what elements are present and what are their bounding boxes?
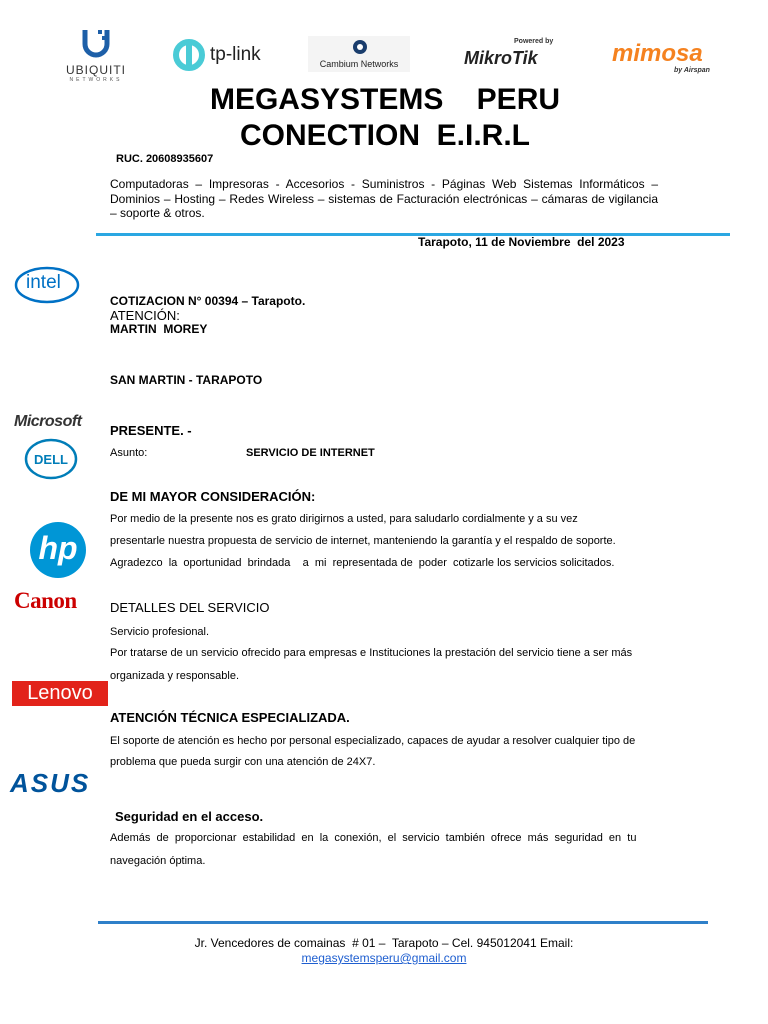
ubiquiti-u-icon [58, 28, 134, 58]
lenovo-wordmark: Lenovo [27, 682, 93, 704]
mikrotik-logo [462, 38, 558, 72]
details-heading: DETALLES DEL SERVICIO [110, 600, 270, 615]
footer-email-wrap [0, 951, 768, 965]
footer-address: Jr. Vencedores de comainas # 01 – Tarapoto – Cel. 945012041 Email: [194, 936, 574, 950]
company-title-line1: MEGASYSTEMS PERU [209, 83, 561, 116]
security-line-1: Además de proporcionar estabilidad en la conexión, el servicio también ofrece más seguridad en tu [110, 832, 637, 844]
tech-line-1: El soporte de atención es hecho por personal especializado, capaces de ayudar a resolver cualquier tipo de [110, 735, 636, 747]
intel-logo [14, 264, 80, 306]
details-line-2: Por tratarse de un servicio ofrecido para empresas e Instituciones la prestación del servicio tiene a ser más [110, 647, 633, 659]
intro-line-2: presentarle nuestra propuesta de servicio de internet, manteniendo la garantía y el respaldo de soporte. [110, 535, 616, 547]
tech-line-2: problema que pueda surgir con una atención de 24X7. [110, 756, 376, 768]
tplink-wordmark: tp-link [210, 44, 261, 65]
ubiquiti-wordmark: UBIQUITI [65, 63, 126, 77]
details-line-1: Servicio profesional. [110, 626, 210, 638]
intro-line-1: Por medio de la presente nos es grato dirigirnos a usted, para saludarlo cordialmente y a su vez [110, 513, 578, 525]
tplink-icon [172, 38, 206, 72]
lenovo-logo [12, 681, 108, 706]
dell-logo [24, 438, 78, 480]
mimosa-logo [612, 40, 722, 78]
document-date: Tarapoto, 11 de Noviembre del 2023 [418, 235, 625, 249]
details-line-3: organizada y responsable. [110, 670, 240, 682]
intel-wordmark: intel [26, 272, 61, 293]
header-divider [96, 233, 730, 236]
mimosa-sub: by Airspan [674, 67, 710, 74]
presente-label: PRESENTE. - [110, 423, 192, 438]
footer-divider [98, 921, 708, 924]
cambium-icon [350, 38, 370, 56]
hp-logo [29, 521, 87, 579]
mikrotik-wordmark: MikroTik [464, 48, 538, 68]
recipient-location: SAN MARTIN - TARAPOTO [110, 373, 263, 387]
cotizacion-number: COTIZACION N° 00394 – Tarapoto. [110, 294, 306, 308]
dell-wordmark: DELL [34, 452, 68, 467]
footer-email-link[interactable]: megasystemsperu@gmail.com [301, 951, 467, 965]
asunto-value: SERVICIO DE INTERNET [246, 447, 375, 459]
asus-logo: ASUS [10, 768, 91, 798]
services-description: Computadoras – Impresoras - Accesorios - Suministros - Páginas Web Sistemas Informáticos – Dominios – Hosting – Redes Wireless – sistemas de Facturación electrónicas – cámaras de vigilancia – soporte & otros. [110, 177, 658, 220]
cambium-logo [308, 36, 410, 72]
hp-wordmark: hp [38, 530, 78, 566]
tech-heading: ATENCIÓN TÉCNICA ESPECIALIZADA. [110, 710, 350, 725]
cambium-wordmark: Cambium Networks [319, 59, 399, 69]
canon-logo: Canon [14, 588, 77, 613]
greeting-heading: DE MI MAYOR CONSIDERACIÓN: [110, 489, 316, 504]
asunto-label: Asunto: [110, 447, 148, 459]
ubiquiti-sub: NETWORKS [69, 77, 123, 83]
recipient-name: MARTIN MOREY [110, 322, 208, 336]
tplink-logo [172, 38, 272, 72]
ubiquiti-logo [58, 28, 134, 83]
company-title-line2: CONECTION E.I.R.L [239, 119, 530, 152]
atencion-label: ATENCIÓN: [110, 308, 180, 323]
microsoft-logo: Microsoft [14, 413, 82, 430]
mimosa-wordmark: mimosa [612, 40, 703, 67]
intro-line-3: Agradezco la oportunidad brindada a mi representada de poder cotizarle los servicios solicitados. [110, 557, 615, 569]
mikrotik-powered: Powered by [514, 38, 554, 45]
ruc: RUC. 20608935607 [116, 153, 214, 165]
security-heading: Seguridad en el acceso. [115, 809, 264, 824]
security-line-2: navegación óptima. [110, 855, 206, 867]
